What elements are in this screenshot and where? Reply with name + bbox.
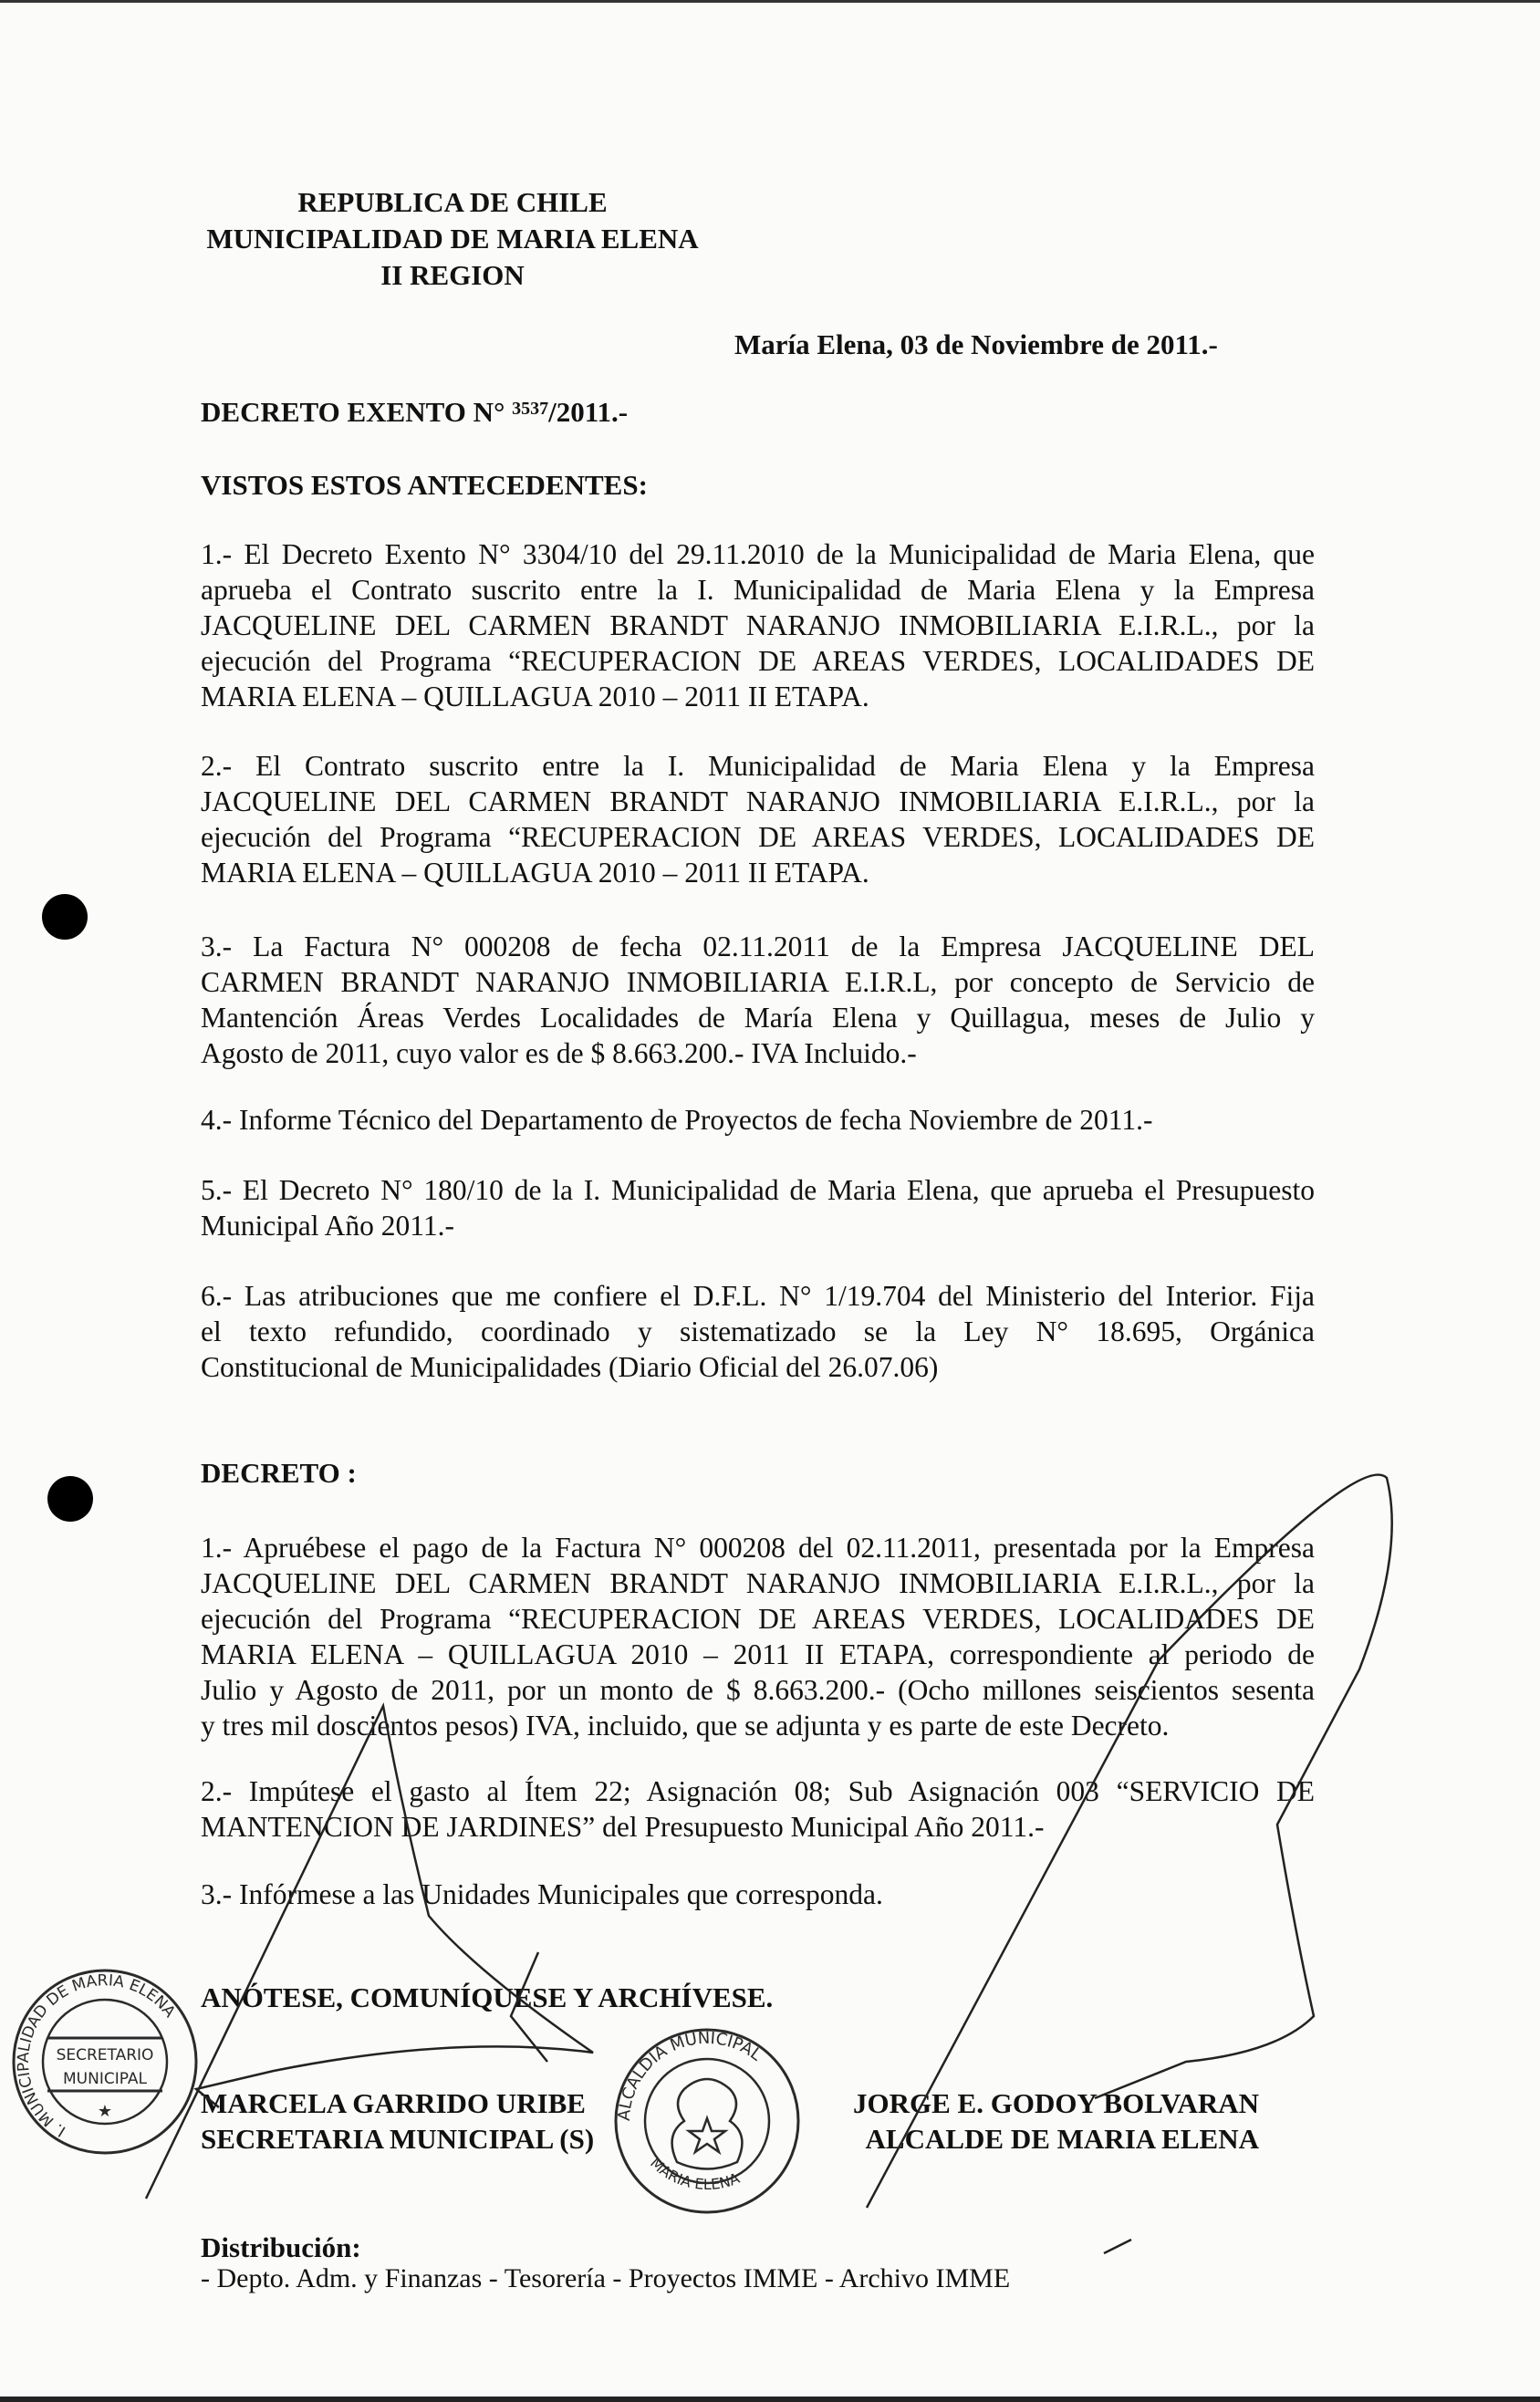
decree-prefix: DECRETO EXENTO N° <box>201 396 505 428</box>
header-country: REPUBLICA DE CHILE <box>297 186 608 218</box>
paragraph-line: CARMEN BRANDT NARANJO INMOBILIARIA E.I.R.L, por concepto de Servicio de <box>201 966 1315 998</box>
vistos-item-4 <box>201 1102 1315 1138</box>
paragraph-line: JACQUELINE DEL CARMEN BRANDT NARANJO INMOBILIARIA E.I.R.L., por la <box>201 1567 1315 1599</box>
paragraph-line: 5.- El Decreto N° 180/10 de la I. Municipalidad de Maria Elena, que aprueba el Presupuesto <box>201 1174 1315 1206</box>
paragraph-line: MARIA ELENA – QUILLAGUA 2010 – 2011 II ETAPA, correspondiente al periodo de <box>201 1638 1315 1670</box>
header-municipality: MUNICIPALIDAD DE MARIA ELENA <box>206 223 699 255</box>
paragraph-line: MARIA ELENA – QUILLAGUA 2010 – 2011 II ETAPA. <box>201 681 869 712</box>
header-region: II REGION <box>380 259 525 291</box>
paragraph-line: JACQUELINE DEL CARMEN BRANDT NARANJO INMOBILIARIA E.I.R.L., por la <box>201 785 1315 817</box>
signatory-left-name: MARCELA GARRIDO URIBE <box>201 2087 586 2119</box>
paragraph-line: el texto refundido, coordinado y sistematizado se la Ley N° 18.695, Orgánica <box>201 1315 1315 1347</box>
scan-edge-top <box>0 0 1540 3</box>
decree-number <box>201 396 628 429</box>
paragraph-line: 6.- Las atribuciones que me confiere el D.F.L. N° 1/19.704 del Ministerio del Interior. Fija <box>201 1280 1315 1312</box>
stamp-right-ring-top: ALCALDIA MUNICIPAL <box>614 2028 765 2122</box>
stamp-alcaldia-municipal <box>616 2030 798 2212</box>
paragraph-line: y tres mil doscientos pesos) IVA, incluido, que se adjunta y es parte de este Decreto. <box>201 1710 1170 1742</box>
punch-hole <box>47 1476 93 1522</box>
vistos-item-2 <box>201 748 1315 890</box>
signatory-right-title: ALCALDE DE MARIA ELENA <box>865 2123 1259 2155</box>
paragraph-line: 3.- Infórmese a las Unidades Municipales que corresponda. <box>201 1878 883 1910</box>
document-date: María Elena, 03 de Noviembre de 2011.- <box>734 328 1218 360</box>
stamp-left-ring-text: I. MUNICIPALIDAD DE MARIA ELENA <box>14 1971 179 2140</box>
punch-hole <box>42 894 88 940</box>
paragraph-line: Agosto de 2011, cuyo valor es de $ 8.663.200.- IVA Incluido.- <box>201 1037 917 1069</box>
paragraph-line: ejecución del Programa “RECUPERACION DE AREAS VERDES, LOCALIDADES DE <box>201 1603 1315 1635</box>
paragraph-line: ejecución del Programa “RECUPERACION DE AREAS VERDES, LOCALIDADES DE <box>201 821 1315 853</box>
paragraph-line: Mantención Áreas Verdes Localidades de María Elena y Quillagua, meses de Julio y <box>201 1002 1315 1034</box>
decreto-heading: DECRETO : <box>201 1457 357 1489</box>
vistos-item-3 <box>201 929 1315 1071</box>
paragraph-line: 3.- La Factura N° 000208 de fecha 02.11.2011 de la Empresa JACQUELINE DEL <box>201 931 1315 962</box>
signatory-left-title: SECRETARIA MUNICIPAL (S) <box>201 2123 595 2155</box>
paragraph-line: 1.- El Decreto Exento N° 3304/10 del 29.11.2010 de la Municipalidad de Maria Elena, que <box>201 538 1315 570</box>
decreto-item-3 <box>201 1877 1315 1912</box>
paragraph-line: MANTENCION DE JARDINES” del Presupuesto Municipal Año 2011.- <box>201 1811 1045 1843</box>
signatory-right-name: JORGE E. GODOY BOLVARAN <box>853 2087 1259 2119</box>
stamp-secretario-municipal <box>14 1970 196 2153</box>
decreto-item-2 <box>201 1773 1315 1845</box>
paragraph-line: Municipal Año 2011.- <box>201 1210 454 1242</box>
vistos-item-6 <box>201 1278 1315 1385</box>
decree-suffix: /2011.- <box>548 396 629 428</box>
decreto-item-1 <box>201 1530 1315 1743</box>
coat-of-arms-icon <box>672 2079 743 2169</box>
star-icon: ★ <box>97 2102 113 2120</box>
paragraph-line: aprueba el Contrato suscrito entre la I. Municipalidad de Maria Elena y la Empresa <box>201 574 1315 606</box>
stamp-right-ring-bottom: MARIA ELENA <box>646 2154 743 2193</box>
paragraph-line: 1.- Apruébese el pago de la Factura N° 000208 del 02.11.2011, presentada por la Empresa <box>201 1532 1315 1564</box>
paragraph-line: MARIA ELENA – QUILLAGUA 2010 – 2011 II ETAPA. <box>201 857 869 889</box>
decree-handwritten-number: 3537 <box>512 399 549 419</box>
vistos-item-5 <box>201 1172 1315 1243</box>
paragraph-line: JACQUELINE DEL CARMEN BRANDT NARANJO INMOBILIARIA E.I.R.L., por la <box>201 609 1315 641</box>
distribution-heading: Distribución: <box>201 2231 361 2263</box>
distribution-list: - Depto. Adm. y Finanzas - Tesorería - Proyectos IMME - Archivo IMME <box>201 2263 1011 2293</box>
paragraph-line: 4.- Informe Técnico del Departamento de Proyectos de fecha Noviembre de 2011.- <box>201 1104 1153 1136</box>
paragraph-line: 2.- Impútese el gasto al Ítem 22; Asignación 08; Sub Asignación 003 “SERVICIO DE <box>201 1775 1315 1807</box>
vistos-heading: VISTOS ESTOS ANTECEDENTES: <box>201 469 648 501</box>
stamp-left-center-line2: MUNICIPAL <box>63 2070 147 2088</box>
paragraph-line: ejecución del Programa “RECUPERACION DE AREAS VERDES, LOCALIDADES DE <box>201 645 1315 677</box>
closing-formula: ANÓTESE, COMUNÍQUESE Y ARCHÍVESE. <box>201 1981 774 2013</box>
vistos-item-1 <box>201 536 1315 714</box>
stamp-left-center-line1: SECRETARIO <box>56 2046 154 2064</box>
paragraph-line: Constitucional de Municipalidades (Diario Oficial del 26.07.06) <box>201 1351 939 1383</box>
paragraph-line: Julio y Agosto de 2011, por un monto de $ 8.663.200.- (Ocho millones seiscientos sesenta <box>201 1674 1315 1706</box>
scan-edge-bottom <box>0 2397 1540 2402</box>
paragraph-line: 2.- El Contrato suscrito entre la I. Municipalidad de Maria Elena y la Empresa <box>201 750 1315 782</box>
